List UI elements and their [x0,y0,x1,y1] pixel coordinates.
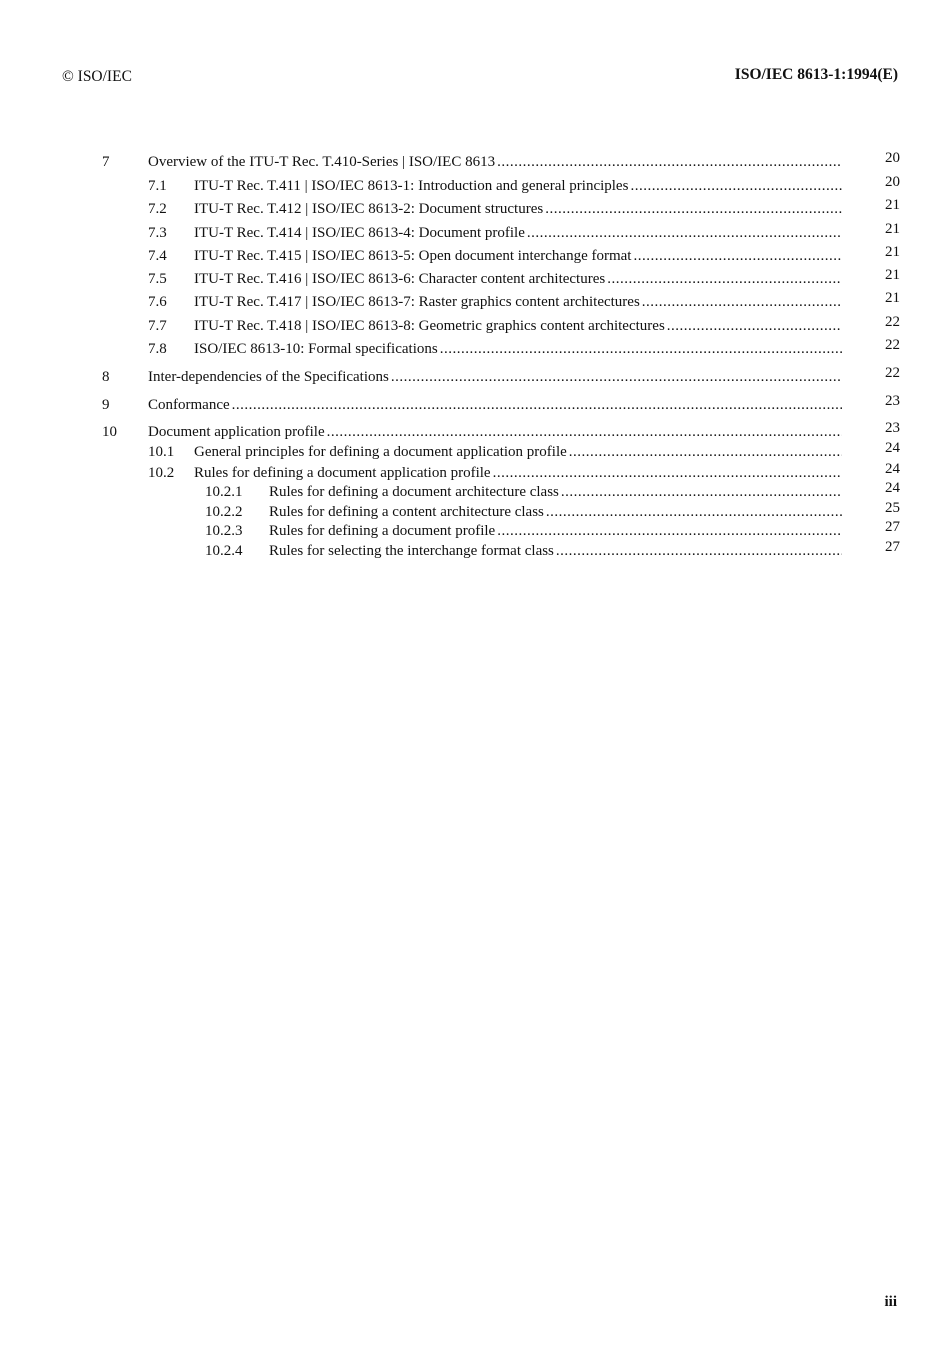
toc-entry-number: 10.2.3 [205,523,243,539]
document-id-header: ISO/IEC 8613-1:1994(E) [734,66,898,83]
toc-entry-title: ITU-T Rec. T.411 | ISO/IEC 8613-1: Introduction and general principles [194,178,629,194]
toc-entry-7-4 [0,245,950,267]
toc-entry-title: Document application profile [148,424,325,440]
toc-entry-title: Rules for defining a document architecture class [269,484,559,500]
toc-entry-7-2 [0,198,950,220]
toc-entry-10-2-3 [0,520,950,542]
toc-entry-number: 10 [102,424,117,440]
toc-entry-title: Rules for defining a content architecture class [269,504,544,520]
toc-entry-page: 20 [885,150,900,166]
toc-leader-dots [630,175,842,197]
toc-entry-page: 23 [885,420,900,436]
toc-entry-page: 21 [885,267,900,283]
toc-entry-title: Inter-dependencies of the Specifications [148,369,389,385]
toc-entry-8 [0,366,950,388]
toc-leader-dots [327,421,842,443]
toc-entry-page: 22 [885,365,900,381]
toc-entry-number: 7.4 [148,248,167,264]
toc-entry-page: 27 [885,539,900,555]
toc-leader-dots [633,245,842,267]
toc-leader-dots [497,520,842,542]
toc-entry-7 [0,151,950,173]
toc-entry-page: 22 [885,337,900,353]
toc-leader-dots [561,481,842,503]
toc-entry-number: 7.5 [148,271,167,287]
toc-entry-page: 24 [885,440,900,456]
toc-entry-number: 10.1 [148,444,175,460]
toc-entry-title: ITU-T Rec. T.415 | ISO/IEC 8613-5: Open document interchange format [194,248,632,264]
toc-entry-title: Rules for defining a document profile [269,523,496,539]
toc-entry-title: ITU-T Rec. T.417 | ISO/IEC 8613-7: Raster graphics content architectures [194,294,640,310]
toc-entry-10-1 [0,441,950,463]
toc-entry-title: ITU-T Rec. T.418 | ISO/IEC 8613-8: Geometric graphics content architectures [194,318,665,334]
toc-entry-title: ITU-T Rec. T.414 | ISO/IEC 8613-4: Document profile [194,225,525,241]
toc-entry-title: ISO/IEC 8613-10: Formal specifications [194,341,438,357]
toc-entry-7-8 [0,338,950,360]
toc-entry-7-1 [0,175,950,197]
toc-leader-dots [545,198,842,220]
toc-entry-7-7 [0,315,950,337]
toc-leader-dots [440,338,842,360]
toc-leader-dots [569,441,842,463]
toc-entry-10-2-1 [0,481,950,503]
toc-entry-7-5 [0,268,950,290]
toc-entry-number: 10.2.1 [205,484,243,500]
toc-entry-number: 7.3 [148,225,167,241]
toc-entry-title: General principles for defining a document application profile [194,444,567,460]
toc-entry-page: 21 [885,197,900,213]
toc-leader-dots [642,291,842,313]
toc-entry-number: 8 [102,369,110,385]
toc-entry-10-2-4 [0,540,950,562]
toc-entry-page: 27 [885,519,900,535]
toc-entry-page: 25 [885,500,900,516]
toc-leader-dots [232,394,842,416]
toc-leader-dots [391,366,842,388]
toc-entry-number: 7.7 [148,318,167,334]
toc-entry-number: 10.2 [148,465,175,481]
toc-entry-page: 20 [885,174,900,190]
toc-entry-number: 10.2.4 [205,543,243,559]
toc-entry-number: 7.6 [148,294,167,310]
toc-entry-page: 23 [885,393,900,409]
toc-entry-10 [0,421,950,443]
toc-leader-dots [556,540,842,562]
toc-entry-page: 24 [885,461,900,477]
toc-entry-number: 7.1 [148,178,167,194]
toc-entry-number: 7.2 [148,201,167,217]
toc-entry-title: Rules for selecting the interchange format class [269,543,554,559]
toc-entry-7-6 [0,291,950,313]
copyright-header: © ISO/IEC [62,68,132,85]
page-number: iii [884,1294,897,1310]
toc-entry-page: 21 [885,290,900,306]
toc-entry-number: 10.2.2 [205,504,243,520]
toc-entry-7-3 [0,222,950,244]
toc-entry-title: ITU-T Rec. T.416 | ISO/IEC 8613-6: Character content architectures [194,271,606,287]
toc-leader-dots [527,222,842,244]
toc-entry-number: 7 [102,154,110,170]
toc-leader-dots [497,151,842,173]
toc-leader-dots [667,315,842,337]
toc-entry-page: 22 [885,314,900,330]
toc-entry-number: 9 [102,397,110,413]
toc-entry-number: 7.8 [148,341,167,357]
toc-entry-page: 21 [885,244,900,260]
toc-entry-title: Conformance [148,397,230,413]
toc-entry-title: ITU-T Rec. T.412 | ISO/IEC 8613-2: Document structures [194,201,544,217]
toc-entry-9 [0,394,950,416]
toc-entry-page: 24 [885,480,900,496]
toc-leader-dots [607,268,842,290]
toc-entry-title: Overview of the ITU-T Rec. T.410-Series | ISO/IEC 8613 [148,154,496,170]
toc-entry-title: Rules for defining a document application profile [194,465,491,481]
toc-entry-page: 21 [885,221,900,237]
